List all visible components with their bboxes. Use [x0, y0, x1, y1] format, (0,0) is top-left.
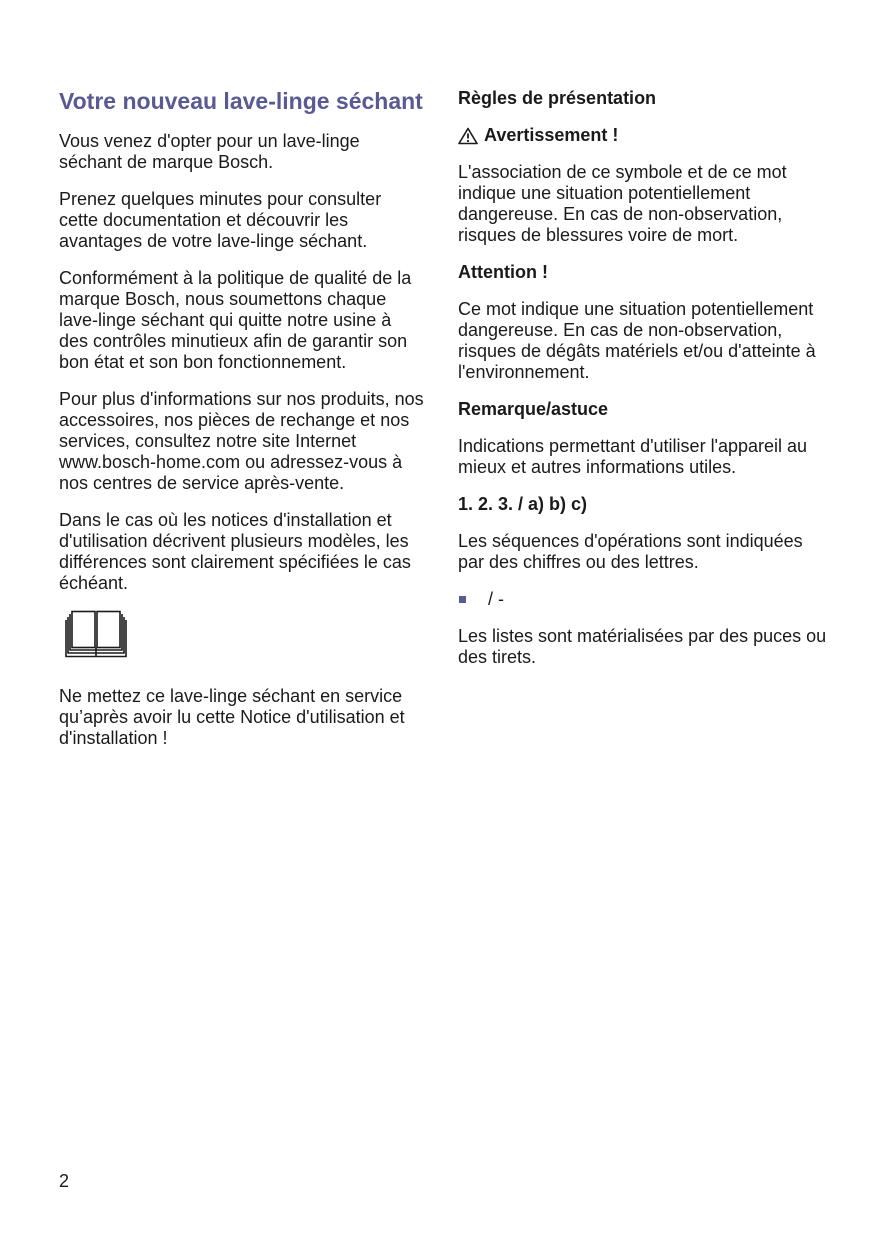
attention-text: Ce mot indique une situation potentiellement dangereuse. En cas de non-observation, risques de dégâts matériels et/ou d'atteinte à l'environnement. [458, 299, 816, 382]
warning-heading [458, 125, 828, 146]
steps-text: Les séquences d'opérations sont indiquées par des chiffres ou des lettres. [458, 531, 803, 572]
remark-text: Indications permettant d'utiliser l'appareil au mieux et autres informations utiles. [458, 436, 808, 477]
documentation-paragraph: Prenez quelques minutes pour consulter cette documentation et découvrir les avantages de votre lave-linge séchant. [59, 189, 382, 251]
attention-heading: Attention ! [458, 262, 548, 282]
open-book-icon [65, 610, 127, 658]
page-number: 2 [59, 1171, 70, 1191]
bullet-legend [458, 589, 828, 610]
left-column [59, 88, 424, 765]
warning-title: Avertissement ! [484, 125, 619, 145]
presentation-rules-heading: Règles de présentation [458, 88, 657, 108]
information-paragraph: Pour plus d'informations sur nos produits, nos accessoires, nos pièces de rechange et nos services, consultez notre site Internet www.bosch-home.com ou adressez-vous à nos centres de service après-vente. [59, 389, 424, 493]
quality-paragraph: Conformément à la politique de qualité de la marque Bosch, nous soumettons chaque lave-linge séchant qui quitte notre usine à des contrôles minutieux afin de garantir son bon état et son bon fonctionnement. [59, 268, 412, 372]
intro-paragraph: Vous venez d'opter pour un lave-linge séchant de marque Bosch. [59, 131, 360, 172]
bullet-label: / - [488, 589, 504, 609]
models-paragraph: Dans le cas où les notices d'installation et d'utilisation décrivent plusieurs modèles, les différences sont clairement spécifiées le cas échéant. [59, 510, 411, 593]
steps-heading: 1. 2. 3. / a) b) c) [458, 494, 588, 514]
closing-paragraph: Ne mettez ce lave-linge séchant en service qu’après avoir lu cette Notice d'utilisation et d'installation ! [59, 686, 405, 748]
remark-heading: Remarque/astuce [458, 399, 609, 419]
page-title: Votre nouveau lave-linge séchant [59, 88, 423, 114]
warning-text: L'association de ce symbole et de ce mot indique une situation potentiellement dangereuse. En cas de non-observation, risques de blessures voire de mort. [458, 162, 787, 245]
bullet-text: Les listes sont matérialisées par des puces ou des tirets. [458, 626, 827, 667]
bullet-square-icon [459, 596, 466, 603]
right-column [458, 88, 828, 684]
warning-triangle-icon [458, 127, 478, 145]
